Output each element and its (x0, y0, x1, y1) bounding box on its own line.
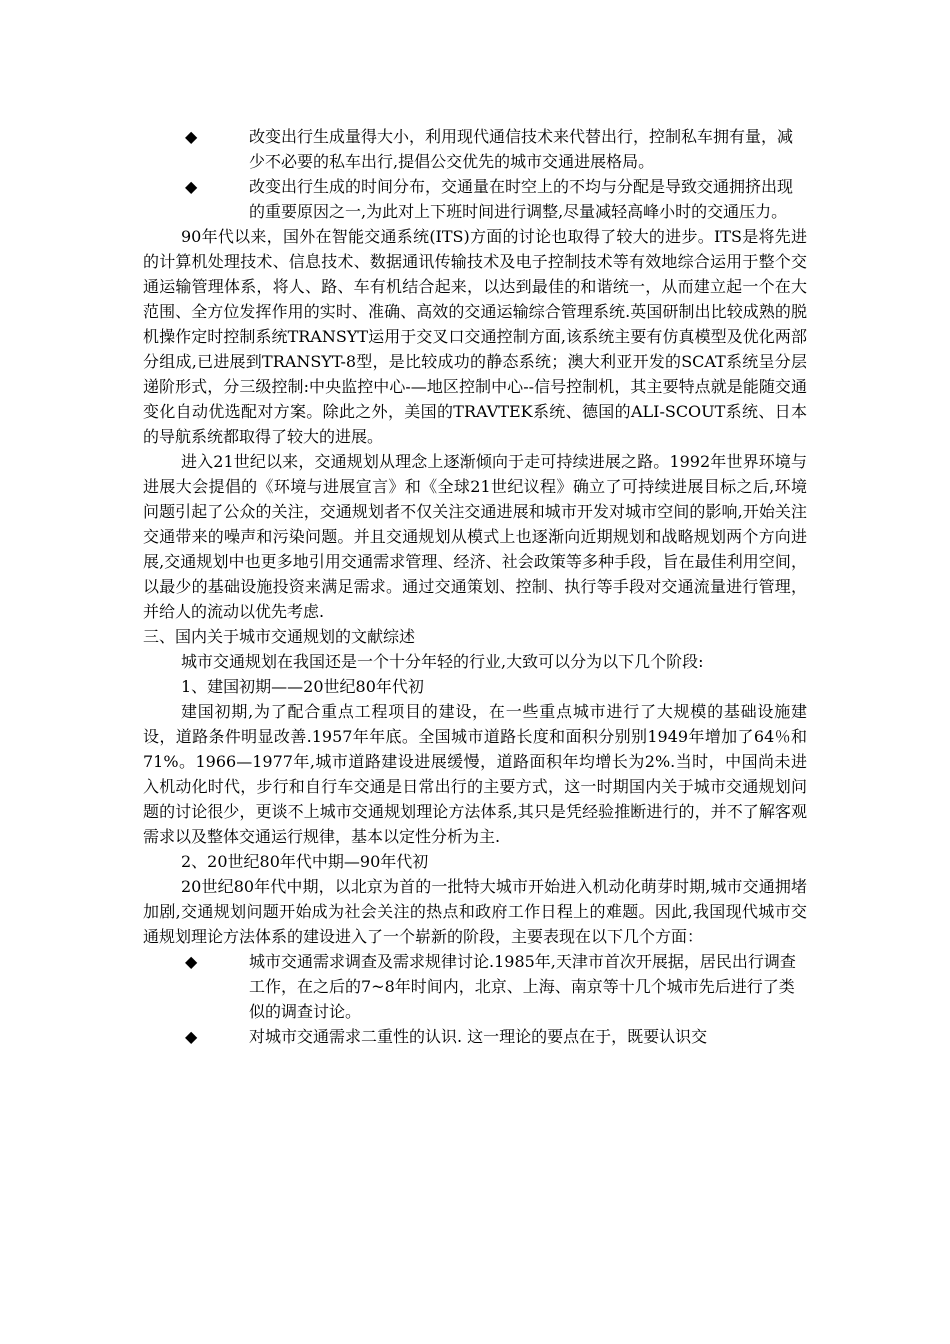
bullet-text: 城市交通需求调查及需求规律讨论.1985年,天津市首次开展据，居民出行调查工作，在之后的7~8年时间内，北京、上海、南京等十几个城市先后进行了类似的调查讨论。 (249, 952, 796, 1021)
bullet-text: 改变出行生成量得大小，利用现代通信技术来代替出行，控制私车拥有量，减少不必要的私车出行,提倡公交优先的城市交通进展格局。 (249, 127, 794, 171)
paragraph-21st-century: 进入21世纪以来，交通规划从理念上逐渐倾向于走可持续进展之路。1992年世界环境与进展大会提倡的《环境与进展宣言》和《全球21世纪议程》确立了可持续进展目标之后,环境问题引起了公众的关注，交通规划者不仅关注交通进展和城市开发对城市空间的影响,开始关注交通带来的噪声和污染问题。并且交通规划从模式上也逐渐向近期规划和战略规划两个方向进展,交通规划中也更多地引用交通需求管理、经济、社会政策等多种手段，旨在最佳利用空间，以最少的基础设施投资来满足需求。通过交通策划、控制、执行等手段对交通流量进行管理，并给人的流动以优先考虑. (143, 452, 807, 621)
subheading-stage-1: 1、建国初期——20世纪80年代初 (181, 677, 424, 696)
diamond-bullet-icon: ◆ (185, 952, 198, 971)
paragraph-stage-2: 20世纪80年代中期，以北京为首的一批特大城市开始进入机动化萌芽时期,城市交通拥堵加剧,交通规划问题开始成为社会关注的热点和政府工作日程上的难题。因此,我国现代城市交通规划理论方法体系的建设进入了一个崭新的阶段，主要表现在以下几个方面： (143, 877, 807, 946)
paragraph-its: 90年代以来，国外在智能交通系统(ITS)方面的讨论也取得了较大的进步。ITS是将先进的计算机处理技术、信息技术、数据通讯传输技术及电子控制技术等有效地综合运用于整个交通运输管理体系，将人、路、车有机结合起来，以达到最佳的和谐统一，从而建立起一个在大范围、全方位发挥作用的实时、准确、高效的交通运输综合管理系统.英国研制出比较成熟的脱机操作定时控制系统TRANSYT运用于交叉口交通控制方面,该系统主要有仿真模型及优化两部分组成,已进展到TRANSYT-8型，是比较成功的静态系统；澳大利亚开发的SCAT系统呈分层递阶形式，分三级控制:中央监控中心-—地区控制中心--信号控制机，其主要特点就是能随交通变化自动优选配对方案。除此之外，美国的TRAVTEK系统、德国的ALI-SCOUT系统、日本的导航系统都取得了较大的进展。 (143, 227, 807, 446)
bullet-item (143, 124, 807, 174)
diamond-bullet-icon: ◆ (185, 1027, 198, 1046)
bullet-text: 对城市交通需求二重性的认识. 这一理论的要点在于，既要认识交 (249, 1027, 708, 1046)
bullet-item (143, 949, 807, 1024)
subheading-stage-2: 2、20世纪80年代中期—90年代初 (181, 852, 429, 871)
diamond-bullet-icon: ◆ (185, 177, 198, 196)
diamond-bullet-icon: ◆ (185, 127, 198, 146)
paragraph-stage-1: 建国初期,为了配合重点工程项目的建设，在一些重点城市进行了大规模的基础设施建设，道路条件明显改善.1957年年底。全国城市道路长度和面积分别别1949年增加了64％和71%。1966—1977年,城市道路建设进展缓慢，道路面积年均增长为2%.当时，中国尚未进入机动化时代，步行和自行车交通是日常出行的主要方式，这一时期国内关于城市交通规划问题的讨论很少，更谈不上城市交通规划理论方法体系,其只是凭经验推断进行的，并不了解客观需求以及整体交通运行规律，基本以定性分析为主. (143, 702, 807, 846)
bullet-item (143, 1024, 807, 1049)
document-body (143, 124, 807, 1049)
section-heading: 三、国内关于城市交通规划的文献综述 (143, 627, 416, 646)
bullet-item (143, 174, 807, 224)
paragraph-stages-intro: 城市交通规划在我国还是一个十分年轻的行业,大致可以分为以下几个阶段: (181, 652, 704, 671)
bullet-text: 改变出行生成的时间分布，交通量在时空上的不均与分配是导致交通拥挤出现的重要原因之一,为此对上下班时间进行调整,尽量减轻高峰小时的交通压力。 (249, 177, 794, 221)
